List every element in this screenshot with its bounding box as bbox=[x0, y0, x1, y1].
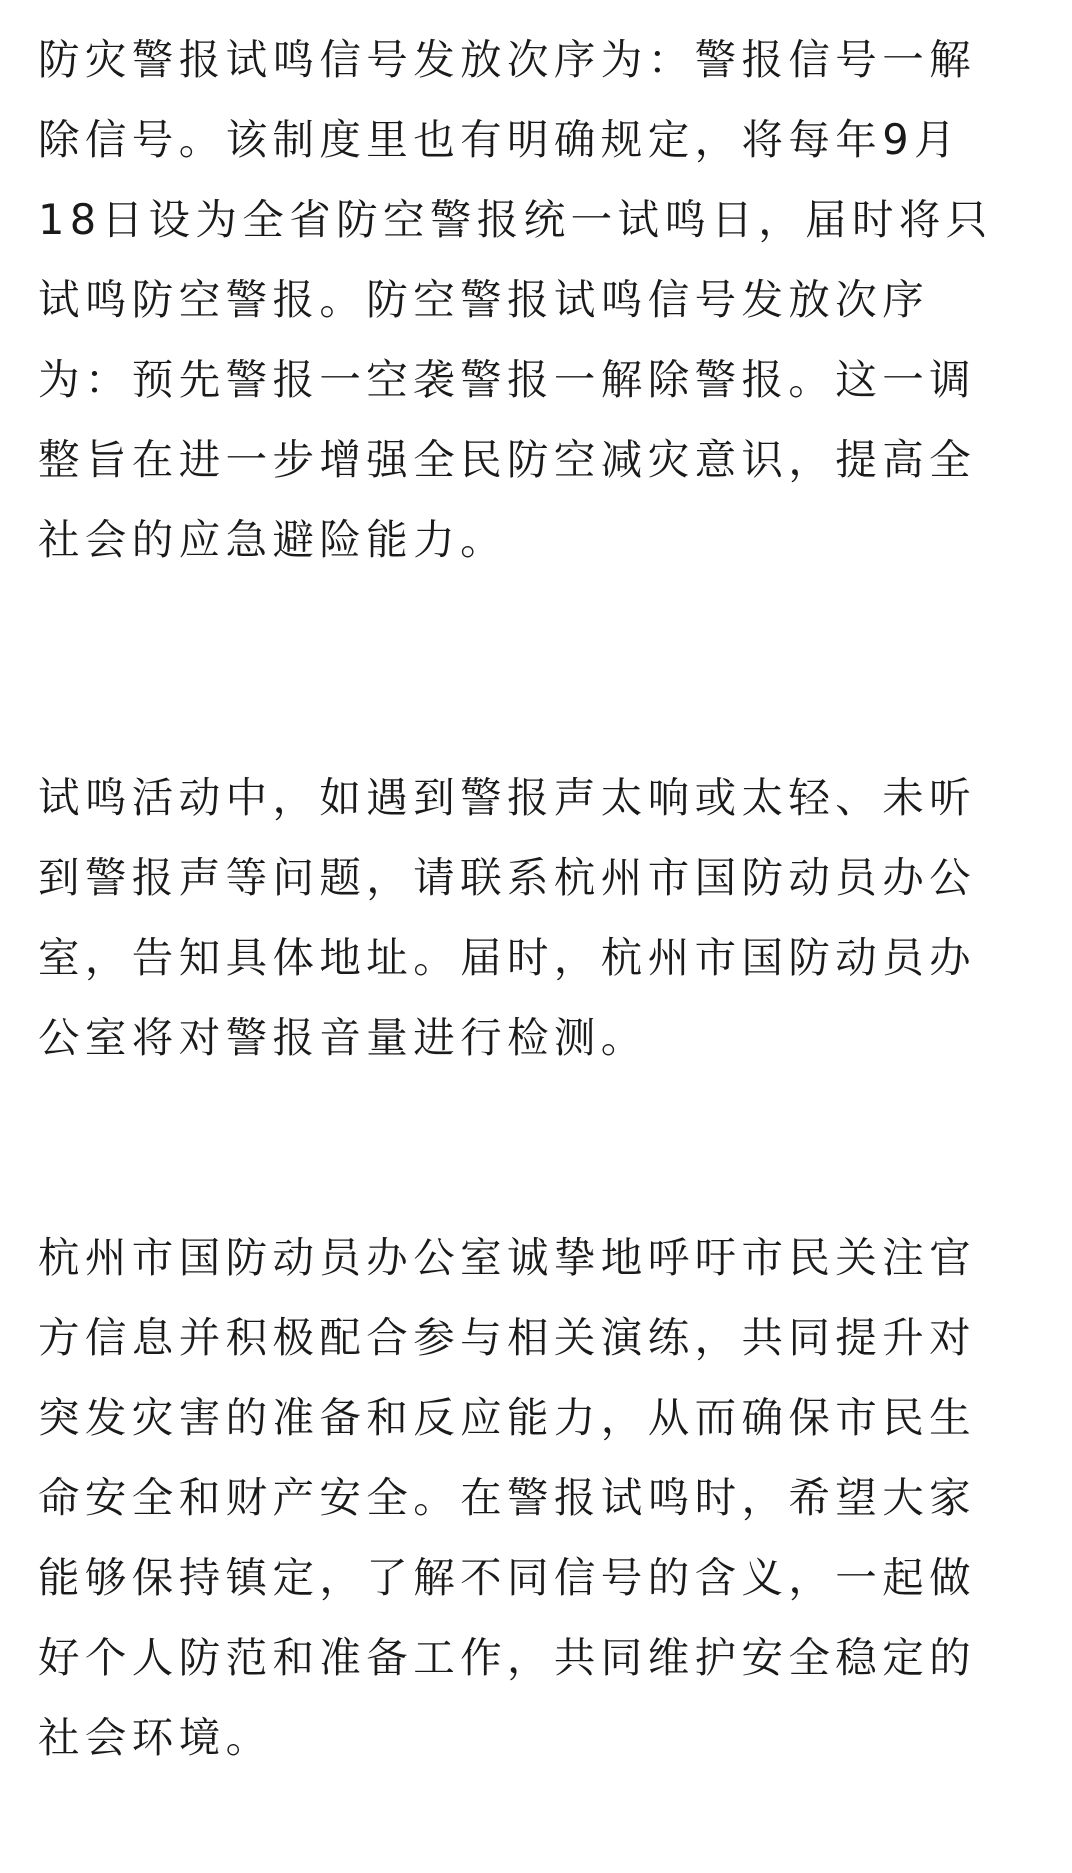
text-line: 突发灾害的准备和反应能力，从而确保市民生 bbox=[38, 1393, 977, 1442]
paragraph-2 bbox=[38, 758, 1038, 1078]
text-line: 命安全和财产安全。在警报试鸣时，希望大家 bbox=[38, 1473, 977, 1522]
text-line: 社会环境。 bbox=[38, 1713, 273, 1762]
text-line: 18日设为全省防空警报统一试鸣日，届时将只 bbox=[38, 195, 993, 244]
text-line: 方信息并积极配合参与相关演练，共同提升对 bbox=[38, 1313, 977, 1362]
text-line: 为：预先警报一空袭警报一解除警报。这一调 bbox=[38, 355, 977, 404]
text-line: 杭州市国防动员办公室诚挚地呼吁市民关注官 bbox=[38, 1233, 977, 1282]
text-line: 整旨在进一步增强全民防空减灾意识，提高全 bbox=[38, 435, 977, 484]
paragraph-1 bbox=[38, 20, 1038, 580]
text-line: 试鸣防空警报。防空警报试鸣信号发放次序 bbox=[38, 275, 930, 324]
article-body bbox=[38, 20, 1038, 1778]
text-line: 好个人防范和准备工作，共同维护安全稳定的 bbox=[38, 1633, 977, 1682]
text-line: 能够保持镇定，了解不同信号的含义，一起做 bbox=[38, 1553, 977, 1602]
paragraph-spacer bbox=[38, 580, 1038, 758]
paragraph-spacer bbox=[38, 1078, 1038, 1218]
text-line: 防灾警报试鸣信号发放次序为：警报信号一解 bbox=[38, 35, 977, 84]
text-line: 公室将对警报音量进行检测。 bbox=[38, 1013, 648, 1062]
text-line: 室，告知具体地址。届时，杭州市国防动员办 bbox=[38, 933, 977, 982]
paragraph-3 bbox=[38, 1218, 1038, 1778]
text-line: 到警报声等问题，请联系杭州市国防动员办公 bbox=[38, 853, 977, 902]
text-line: 除信号。该制度里也有明确规定，将每年9月 bbox=[38, 115, 961, 164]
text-line: 试鸣活动中，如遇到警报声太响或太轻、未听 bbox=[38, 773, 977, 822]
text-line: 社会的应急避险能力。 bbox=[38, 515, 508, 564]
